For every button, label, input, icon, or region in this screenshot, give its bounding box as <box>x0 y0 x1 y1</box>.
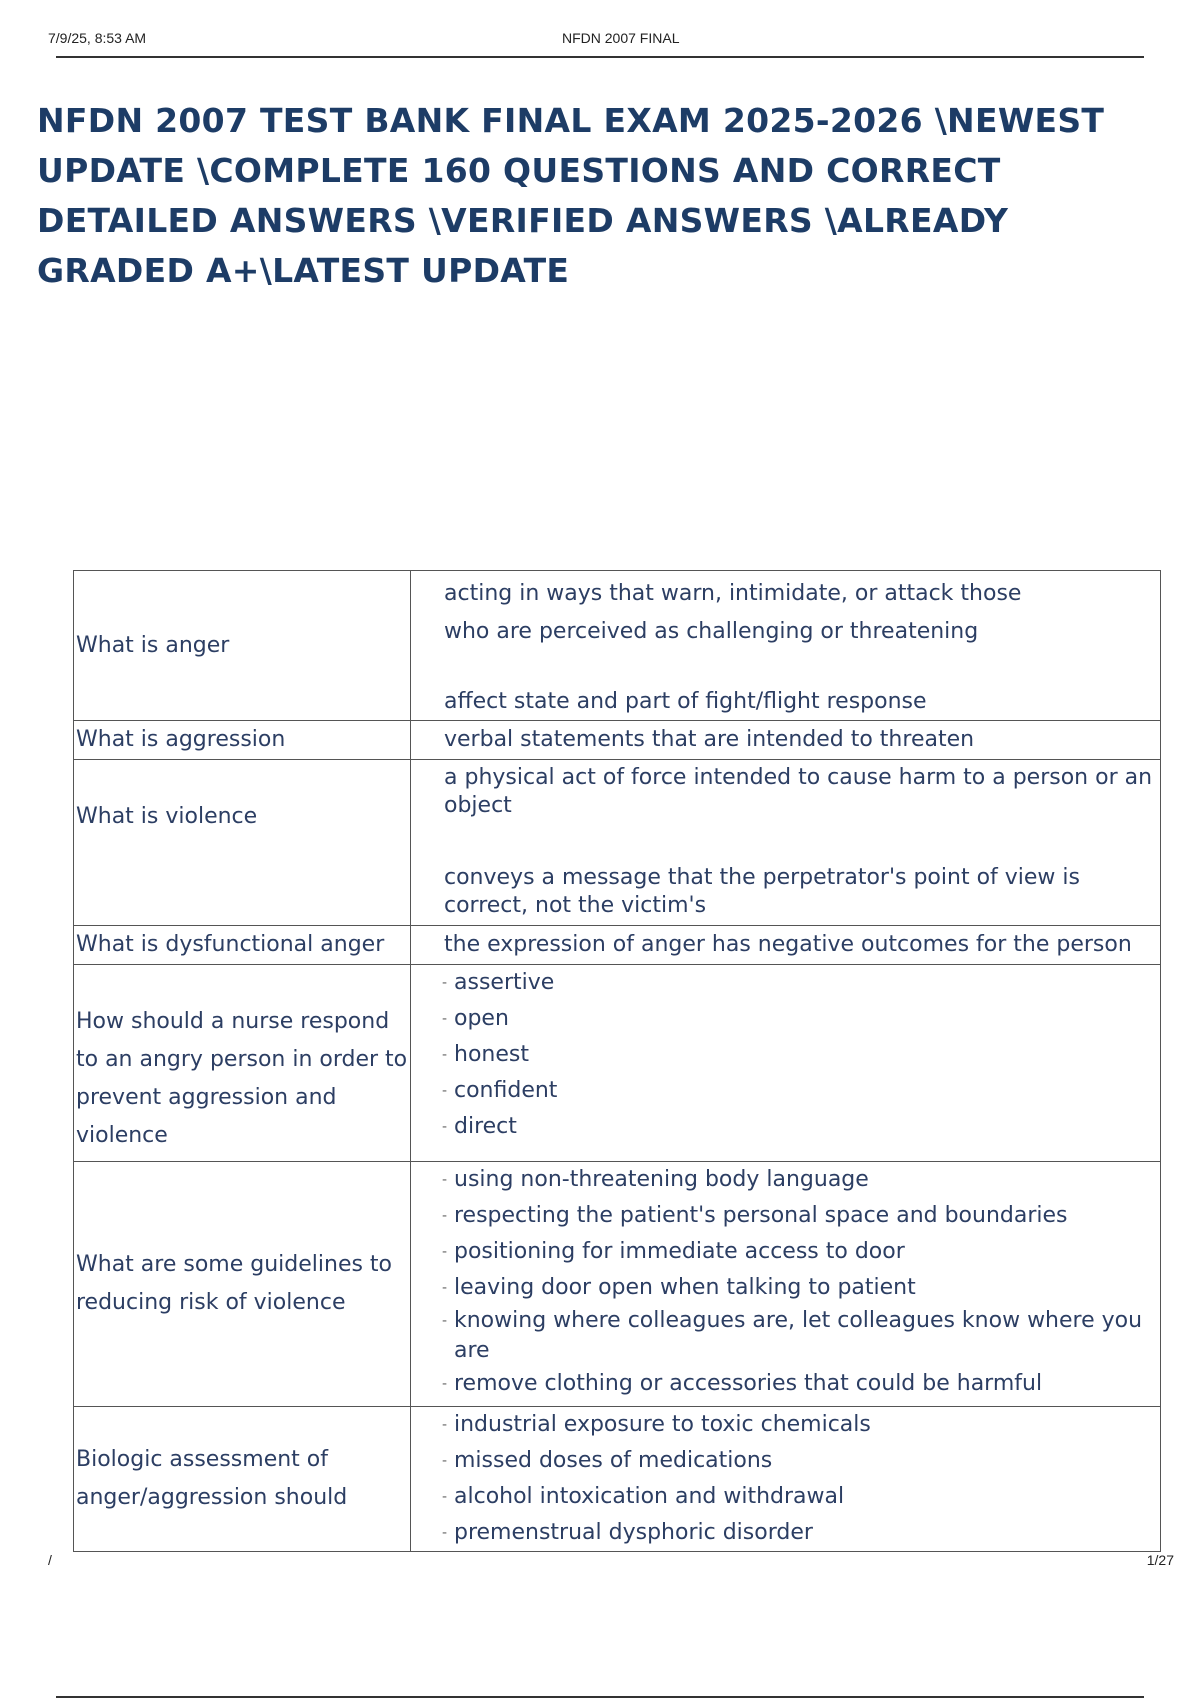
table-row <box>74 1162 1161 1407</box>
table-row <box>74 965 1161 1162</box>
answer-line: the expression of anger has negative outcomes for the person <box>444 932 1132 957</box>
qa-table <box>73 570 1161 1552</box>
table-row <box>74 721 1161 760</box>
question-cell: What is anger <box>74 571 411 721</box>
question-cell: What are some guidelines to reducing risk of violence <box>74 1162 411 1407</box>
answer-bullet: - industrial exposure to toxic chemicals <box>444 1407 1154 1443</box>
print-date: 7/9/25, 8:53 AM <box>48 30 147 46</box>
answer-bullet: - direct <box>444 1109 1154 1145</box>
answer-cell <box>411 926 1161 965</box>
answer-bullet: - assertive <box>444 965 1154 1001</box>
answer-bullet: - respecting the patient's personal space and boundaries <box>444 1198 1154 1234</box>
question-cell: How should a nurse respond to an angry person in order to prevent aggression and violence <box>74 965 411 1162</box>
table-row <box>74 760 1161 926</box>
answer-cell <box>411 1407 1161 1552</box>
answer-line: affect state and part of fight/flight response <box>444 689 927 714</box>
answer-cell <box>411 760 1161 926</box>
print-doc-name: NFDN 2007 FINAL <box>562 30 680 46</box>
answer-line: a physical act of force intended to cause harm to a person or an object <box>444 765 1153 818</box>
page-indicator: 1/27 <box>1146 1552 1174 1568</box>
answer-bullet: - missed doses of medications <box>444 1443 1154 1479</box>
table-row <box>74 926 1161 965</box>
table-row <box>74 571 1161 721</box>
document-title: NFDN 2007 TEST BANK FINAL EXAM 2025-2026 \NEWEST UPDATE \COMPLETE 160 QUESTIONS AND CORRECT DETAILED ANSWERS \VERIFIED ANSWERS \ALREADY GRADED A+\LATEST UPDATE <box>37 101 1105 290</box>
answer-bullet: - knowing where colleagues are, let colleagues know where you are <box>444 1306 1154 1366</box>
answer-bullet: - remove clothing or accessories that could be harmful <box>444 1366 1154 1402</box>
answer-bullet: - premenstrual dysphoric disorder <box>444 1515 1154 1551</box>
answer-bullet: - honest <box>444 1037 1154 1073</box>
question-cell: Biologic assessment of anger/aggression should <box>74 1407 411 1552</box>
header-divider <box>56 56 1144 58</box>
footer-mark: / <box>48 1552 52 1568</box>
answer-bullet: - leaving door open when talking to patient <box>444 1270 1154 1306</box>
answer-cell <box>411 721 1161 760</box>
answer-cell <box>411 965 1161 1162</box>
footer-divider <box>56 1696 1144 1698</box>
answer-bullet: - positioning for immediate access to door <box>444 1234 1154 1270</box>
answer-bullet: - confident <box>444 1073 1154 1109</box>
answer-cell <box>411 1162 1161 1407</box>
answer-bullet: - alcohol intoxication and withdrawal <box>444 1479 1154 1515</box>
table-row <box>74 1407 1161 1552</box>
answer-line: conveys a message that the perpetrator's point of view is correct, not the victim's <box>444 865 1080 918</box>
question-cell: What is dysfunctional anger <box>74 926 411 965</box>
answer-line: acting in ways that warn, intimidate, or attack those <box>444 581 1022 606</box>
answer-cell <box>411 571 1161 721</box>
answer-bullet: - open <box>444 1001 1154 1037</box>
answer-line: verbal statements that are intended to threaten <box>444 727 975 752</box>
answer-bullet: - using non-threatening body language <box>444 1162 1154 1198</box>
question-cell: What is violence <box>74 760 411 926</box>
answer-line: who are perceived as challenging or threatening <box>444 619 979 644</box>
question-cell: What is aggression <box>74 721 411 760</box>
